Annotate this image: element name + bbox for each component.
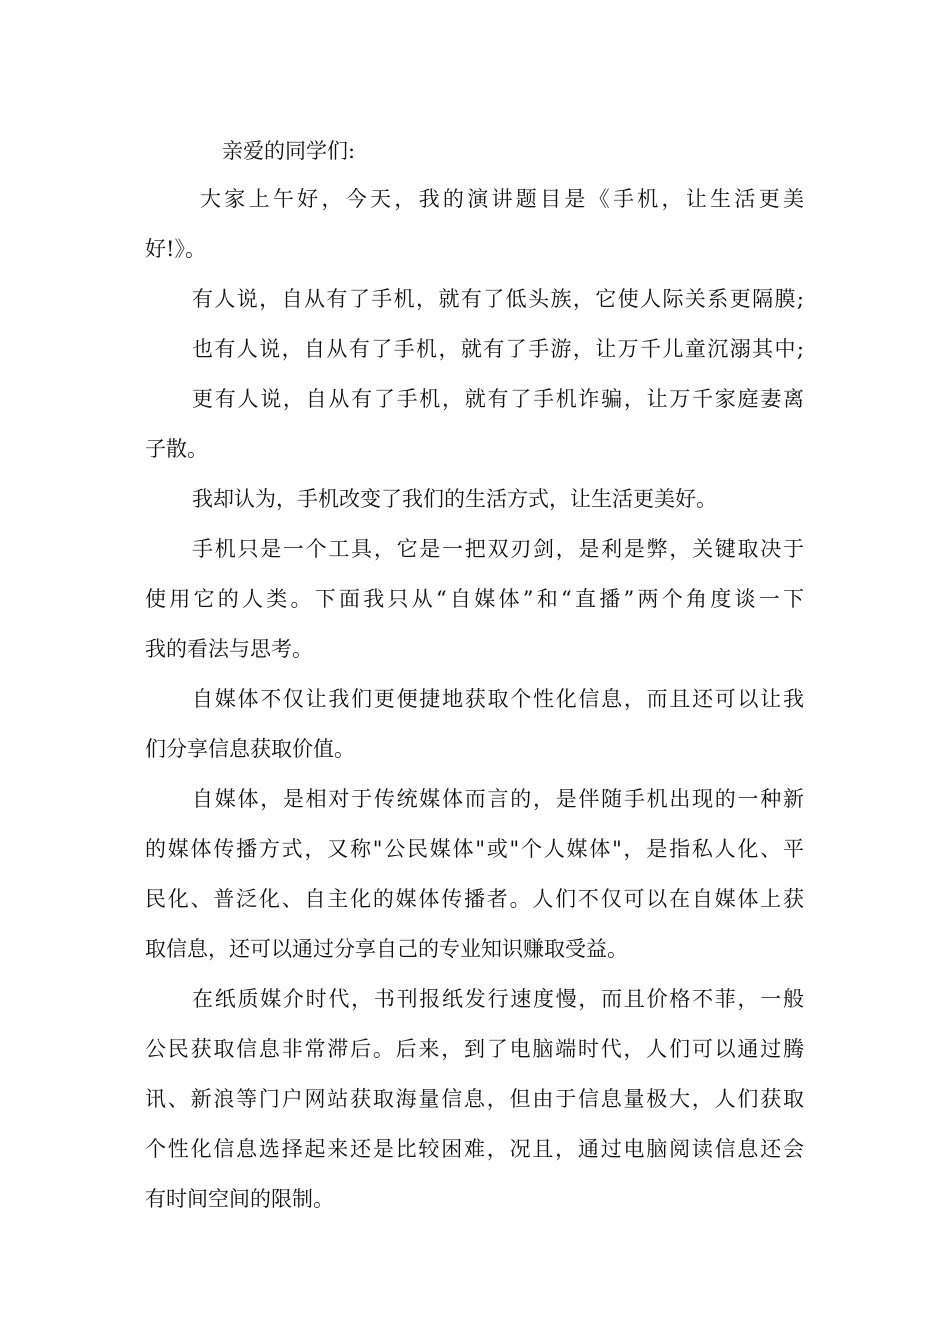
paragraph-line: 子散。 [145,437,208,461]
paragraph-line: 也有人说，自从有了手机，就有了手游，让万千儿童沉溺其中; [192,337,804,361]
paragraph-line: 公民获取信息非常滞后。后来，到了电脑端时代，人们可以通过腾 [145,1037,804,1061]
paragraph-line: 有时间空间的限制。 [145,1187,334,1211]
paragraph-line: 大家上午好，今天，我的演讲题目是《手机，让生活更美 [200,187,804,211]
paragraph-line: 更有人说，自从有了手机，就有了手机诈骗，让万千家庭妻离 [192,387,804,411]
paragraph-line: 在纸质媒介时代，书刊报纸发行速度慢，而且价格不菲，一般 [192,987,804,1011]
paragraph-line: 使用它的人类。下面我只从“自媒体”和“直播”两个角度谈一下 [145,587,804,611]
paragraph-line: 自媒体，是相对于传统媒体而言的，是伴随手机出现的一种新 [192,787,804,811]
greeting: 亲爱的同学们: [222,139,356,163]
paragraph-line: 个性化信息选择起来还是比较困难，况且，通过电脑阅读信息还会 [145,1137,804,1161]
paragraph-line: 有人说，自从有了手机，就有了低头族，它使人际关系更隔膜; [192,287,804,311]
paragraph-line: 讯、新浪等门户网站获取海量信息，但由于信息量极大，人们获取 [145,1087,804,1111]
paragraph-line: 取信息，还可以通过分享自己的专业知识赚取受益。 [145,937,628,961]
paragraph-line: 自媒体不仅让我们更便捷地获取个性化信息，而且还可以让我 [192,687,804,711]
paragraph-line: 手机只是一个工具，它是一把双刃剑，是利是弊，关键取决于 [192,537,804,561]
paragraph-line: 好!》。 [145,237,206,261]
paragraph-line: 们分享信息获取价值。 [145,737,355,761]
paragraph-line: 的媒体传播方式，又称"公民媒体"或"个人媒体"，是指私人化、平 [145,837,804,861]
paragraph-line: 我的看法与思考。 [145,637,313,661]
paragraph-line: 我却认为，手机改变了我们的生活方式，让生活更美好。 [192,487,717,511]
paragraph-line: 民化、普泛化、自主化的媒体传播者。人们不仅可以在自媒体上获 [145,887,804,911]
